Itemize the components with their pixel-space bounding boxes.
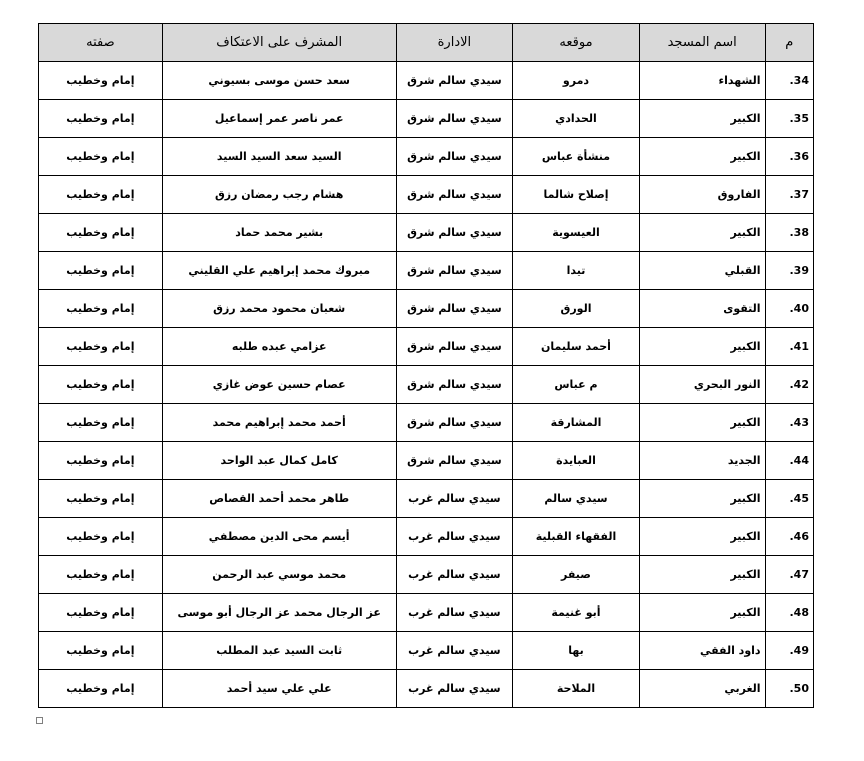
- cell-location: أبو غنيمة: [513, 594, 640, 632]
- cell-mosque-name: الكبير: [639, 556, 765, 594]
- cell-location: العبايدة: [513, 442, 640, 480]
- cell-role: إمام وخطيب: [39, 214, 163, 252]
- cell-role: إمام وخطيب: [39, 518, 163, 556]
- cell-administration: سيدي سالم غرب: [396, 594, 512, 632]
- table-row: [39, 366, 814, 404]
- cell-num: .47: [765, 556, 813, 594]
- cell-location: تيدا: [513, 252, 640, 290]
- cell-supervisor: ثابت السيد عبد المطلب: [162, 632, 396, 670]
- cell-administration: سيدي سالم شرق: [396, 176, 512, 214]
- table-row: [39, 176, 814, 214]
- cell-role: إمام وخطيب: [39, 594, 163, 632]
- cell-role: إمام وخطيب: [39, 290, 163, 328]
- cell-supervisor: عمر ناصر عمر إسماعيل: [162, 100, 396, 138]
- cell-supervisor: عزامي عبده طلبه: [162, 328, 396, 366]
- cell-supervisor: هشام رجب رمضان رزق: [162, 176, 396, 214]
- table-row: [39, 100, 814, 138]
- table-row: [39, 594, 814, 632]
- cell-role: إمام وخطيب: [39, 632, 163, 670]
- cell-administration: سيدي سالم غرب: [396, 632, 512, 670]
- cell-mosque-name: الجديد: [639, 442, 765, 480]
- cell-num: .37: [765, 176, 813, 214]
- cell-mosque-name: الغربي: [639, 670, 765, 708]
- cell-num: .43: [765, 404, 813, 442]
- cell-location: الفقهاء القبلية: [513, 518, 640, 556]
- cell-administration: سيدي سالم شرق: [396, 62, 512, 100]
- header-supervisor: المشرف على الاعتكاف: [162, 24, 396, 62]
- cell-location: الملاحة: [513, 670, 640, 708]
- table-row: [39, 556, 814, 594]
- cell-supervisor: كامل كمال عبد الواحد: [162, 442, 396, 480]
- cell-role: إمام وخطيب: [39, 556, 163, 594]
- table-row: [39, 62, 814, 100]
- cell-administration: سيدي سالم غرب: [396, 556, 512, 594]
- cell-supervisor: سعد حسن موسى بسيوني: [162, 62, 396, 100]
- cell-administration: سيدي سالم شرق: [396, 366, 512, 404]
- cell-administration: سيدي سالم غرب: [396, 518, 512, 556]
- table-row: [39, 632, 814, 670]
- table-row: [39, 290, 814, 328]
- table-row: [39, 518, 814, 556]
- table-header: [39, 24, 814, 62]
- header-role: صفته: [39, 24, 163, 62]
- cell-location: أحمد سليمان: [513, 328, 640, 366]
- cell-supervisor: شعبان محمود محمد رزق: [162, 290, 396, 328]
- cell-location: بها: [513, 632, 640, 670]
- cell-mosque-name: الكبير: [639, 328, 765, 366]
- cell-supervisor: عصام حسين عوض غازي: [162, 366, 396, 404]
- cell-num: .39: [765, 252, 813, 290]
- cell-supervisor: مبروك محمد إبراهيم علي القليني: [162, 252, 396, 290]
- table-row: [39, 480, 814, 518]
- cell-location: منشأة عباس: [513, 138, 640, 176]
- cell-administration: سيدي سالم شرق: [396, 328, 512, 366]
- table-row: [39, 442, 814, 480]
- header-row: [39, 24, 814, 62]
- cell-administration: سيدي سالم شرق: [396, 138, 512, 176]
- cell-role: إمام وخطيب: [39, 252, 163, 290]
- cell-role: إمام وخطيب: [39, 100, 163, 138]
- cell-num: .35: [765, 100, 813, 138]
- cell-num: .40: [765, 290, 813, 328]
- cell-role: إمام وخطيب: [39, 328, 163, 366]
- cell-location: صيفر: [513, 556, 640, 594]
- cell-num: .45: [765, 480, 813, 518]
- cell-location: دمرو: [513, 62, 640, 100]
- cell-supervisor: بشير محمد حماد: [162, 214, 396, 252]
- cell-administration: سيدي سالم شرق: [396, 442, 512, 480]
- header-num: م: [765, 24, 813, 62]
- cell-supervisor: عز الرجال محمد عز الرجال أبو موسى: [162, 594, 396, 632]
- cell-supervisor: أيسم محى الدين مصطفي: [162, 518, 396, 556]
- cell-supervisor: طاهر محمد أحمد القصاص: [162, 480, 396, 518]
- cell-num: .34: [765, 62, 813, 100]
- cell-mosque-name: النور البحري: [639, 366, 765, 404]
- cell-mosque-name: الكبير: [639, 594, 765, 632]
- cell-location: الحدادي: [513, 100, 640, 138]
- table-row: [39, 138, 814, 176]
- table-row: [39, 328, 814, 366]
- imams-table: [38, 23, 814, 708]
- paragraph-end-marker: [36, 717, 43, 724]
- cell-role: إمام وخطيب: [39, 670, 163, 708]
- cell-location: م عباس: [513, 366, 640, 404]
- cell-num: .50: [765, 670, 813, 708]
- cell-mosque-name: الكبير: [639, 214, 765, 252]
- cell-mosque-name: الفاروق: [639, 176, 765, 214]
- cell-supervisor: محمد موسي عبد الرحمن: [162, 556, 396, 594]
- cell-num: .46: [765, 518, 813, 556]
- cell-num: .44: [765, 442, 813, 480]
- cell-administration: سيدي سالم غرب: [396, 480, 512, 518]
- table-row: [39, 214, 814, 252]
- cell-mosque-name: القبلي: [639, 252, 765, 290]
- cell-supervisor: السيد سعد السيد السيد: [162, 138, 396, 176]
- cell-role: إمام وخطيب: [39, 138, 163, 176]
- header-mosque-name: اسم المسجد: [639, 24, 765, 62]
- cell-role: إمام وخطيب: [39, 62, 163, 100]
- table-row: [39, 252, 814, 290]
- cell-location: المشارقة: [513, 404, 640, 442]
- cell-mosque-name: داود الفقي: [639, 632, 765, 670]
- cell-location: الورق: [513, 290, 640, 328]
- cell-num: .38: [765, 214, 813, 252]
- cell-num: .36: [765, 138, 813, 176]
- cell-administration: سيدي سالم شرق: [396, 252, 512, 290]
- header-location: موقعه: [513, 24, 640, 62]
- cell-num: .49: [765, 632, 813, 670]
- cell-role: إمام وخطيب: [39, 366, 163, 404]
- cell-role: إمام وخطيب: [39, 480, 163, 518]
- cell-mosque-name: التقوى: [639, 290, 765, 328]
- table-row: [39, 404, 814, 442]
- cell-mosque-name: الكبير: [639, 138, 765, 176]
- cell-supervisor: علي علي سيد أحمد: [162, 670, 396, 708]
- cell-role: إمام وخطيب: [39, 404, 163, 442]
- cell-administration: سيدي سالم شرق: [396, 100, 512, 138]
- header-administration: الادارة: [396, 24, 512, 62]
- cell-mosque-name: الكبير: [639, 480, 765, 518]
- cell-num: .42: [765, 366, 813, 404]
- cell-administration: سيدي سالم شرق: [396, 290, 512, 328]
- table-row: [39, 670, 814, 708]
- cell-mosque-name: الكبير: [639, 518, 765, 556]
- cell-supervisor: أحمد محمد إبراهيم محمد: [162, 404, 396, 442]
- cell-location: إصلاح شالما: [513, 176, 640, 214]
- cell-administration: سيدي سالم شرق: [396, 404, 512, 442]
- cell-role: إمام وخطيب: [39, 176, 163, 214]
- cell-num: .41: [765, 328, 813, 366]
- cell-num: .48: [765, 594, 813, 632]
- table-body: [39, 62, 814, 708]
- cell-mosque-name: الكبير: [639, 404, 765, 442]
- cell-administration: سيدي سالم شرق: [396, 214, 512, 252]
- cell-location: سيدي سالم: [513, 480, 640, 518]
- cell-location: العيسوية: [513, 214, 640, 252]
- cell-administration: سيدي سالم غرب: [396, 670, 512, 708]
- cell-mosque-name: الشهداء: [639, 62, 765, 100]
- cell-mosque-name: الكبير: [639, 100, 765, 138]
- cell-role: إمام وخطيب: [39, 442, 163, 480]
